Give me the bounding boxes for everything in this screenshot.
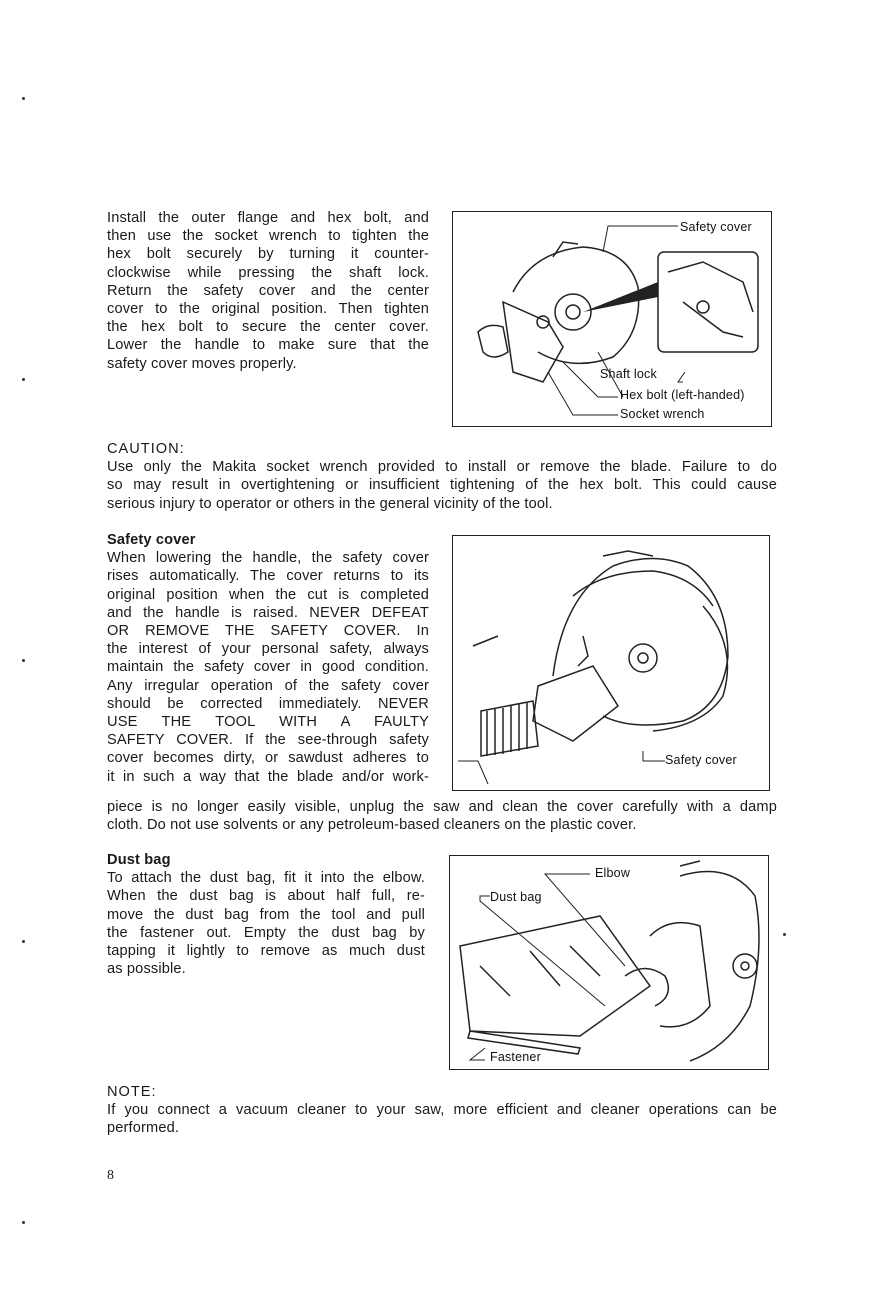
text-line: the interest of your personal safety, always xyxy=(107,641,429,658)
page-number: 8 xyxy=(107,1168,114,1183)
scan-speck xyxy=(22,97,25,100)
text-line: USE THE TOOL WITH A FAULTY xyxy=(107,714,429,731)
note-title: NOTE: xyxy=(107,1084,157,1100)
safety-cover-section xyxy=(107,531,429,786)
text-line: cover to the original position. Then tighten xyxy=(107,301,429,318)
dust-bag-section xyxy=(107,851,425,978)
text-line: hex bolt securely by turning it counter- xyxy=(107,246,429,263)
text-line: move the dust bag from the tool and pull xyxy=(107,906,425,923)
label-hex-bolt: Hex bolt (left-handed) xyxy=(620,388,745,402)
text-line: should be corrected immediately. NEVER xyxy=(107,695,429,712)
text-line: clockwise while pressing the shaft lock. xyxy=(107,264,429,281)
text-line: Return the safety cover and the center xyxy=(107,282,429,299)
figure-safety-cover xyxy=(452,535,770,791)
text-line: OR REMOVE THE SAFETY COVER. In xyxy=(107,623,429,640)
text-line: cover becomes dirty, or sawdust adheres to xyxy=(107,750,429,767)
text-line: it in such a way that the blade and/or work- xyxy=(107,768,429,785)
text-line: as possible. xyxy=(107,961,186,978)
label-safety-cover: Safety cover xyxy=(665,753,737,767)
text-line: performed. xyxy=(107,1120,180,1137)
text-line: Any irregular operation of the safety cover xyxy=(107,677,429,694)
caution-title: CAUTION: xyxy=(107,441,185,457)
text-line: When the dust bag is about half full, re- xyxy=(107,888,425,905)
text-line: SAFETY COVER. If the see-through safety xyxy=(107,732,429,749)
label-dust-bag: Dust bag xyxy=(490,890,542,904)
text-line: Lower the handle to make sure that the xyxy=(107,337,429,354)
scan-speck xyxy=(22,1221,25,1224)
text-line: maintain the safety cover in good condition. xyxy=(107,659,429,676)
scan-speck xyxy=(22,940,25,943)
label-elbow: Elbow xyxy=(595,866,631,880)
text-line: tapping it lightly to remove as much dust xyxy=(107,943,425,960)
caution-block xyxy=(107,440,777,513)
safety-cover-continued xyxy=(107,798,777,834)
figure-dust-bag xyxy=(449,855,769,1070)
text-line: Use only the Makita socket wrench provided to install or remove the blade. Failure to do xyxy=(107,459,777,476)
figure-blade-install xyxy=(452,211,772,427)
text-line: then use the socket wrench to tighten the xyxy=(107,228,429,245)
label-fastener: Fastener xyxy=(490,1050,541,1064)
text-line: If you connect a vacuum cleaner to your saw, more efficient and cleaner operations can be xyxy=(107,1102,777,1119)
scan-speck xyxy=(22,659,25,662)
text-line: original position when the cut is completed xyxy=(107,586,429,603)
label-socket-wrench: Socket wrench xyxy=(620,407,705,421)
text-line: When lowering the handle, the safety cover xyxy=(107,550,429,567)
text-line: Install the outer flange and hex bolt, and xyxy=(107,210,429,226)
label-safety-cover: Safety cover xyxy=(680,220,752,234)
text-line: the fastener out. Empty the dust bag by xyxy=(107,924,425,941)
text-line: piece is no longer easily visible, unplug the saw and clean the cover carefully with a damp xyxy=(107,799,777,815)
text-line: cloth. Do not use solvents or any petroleum-based cleaners on the plastic cover. xyxy=(107,817,637,834)
scan-speck xyxy=(22,378,25,381)
note-block xyxy=(107,1083,777,1138)
install-instructions xyxy=(107,209,429,373)
section-heading: Dust bag xyxy=(107,852,171,868)
label-shaft-lock: Shaft lock xyxy=(600,367,657,381)
text-line: safety cover moves properly. xyxy=(107,355,297,372)
text-line: and the handle is raised. NEVER DEFEAT xyxy=(107,604,429,621)
section-heading: Safety cover xyxy=(107,532,196,548)
text-line: To attach the dust bag, fit it into the elbow. xyxy=(107,870,425,887)
scan-speck xyxy=(783,933,786,936)
text-line: rises automatically. The cover returns to its xyxy=(107,568,429,585)
text-line: so may result in overtightening or insufficient tightening of the hex bolt. This could cause xyxy=(107,477,777,494)
text-line: serious injury to operator or others in the general vicinity of the tool. xyxy=(107,495,553,512)
dust-bag-illustration xyxy=(450,856,769,1070)
text-line: the hex bolt to secure the center cover. xyxy=(107,319,429,336)
